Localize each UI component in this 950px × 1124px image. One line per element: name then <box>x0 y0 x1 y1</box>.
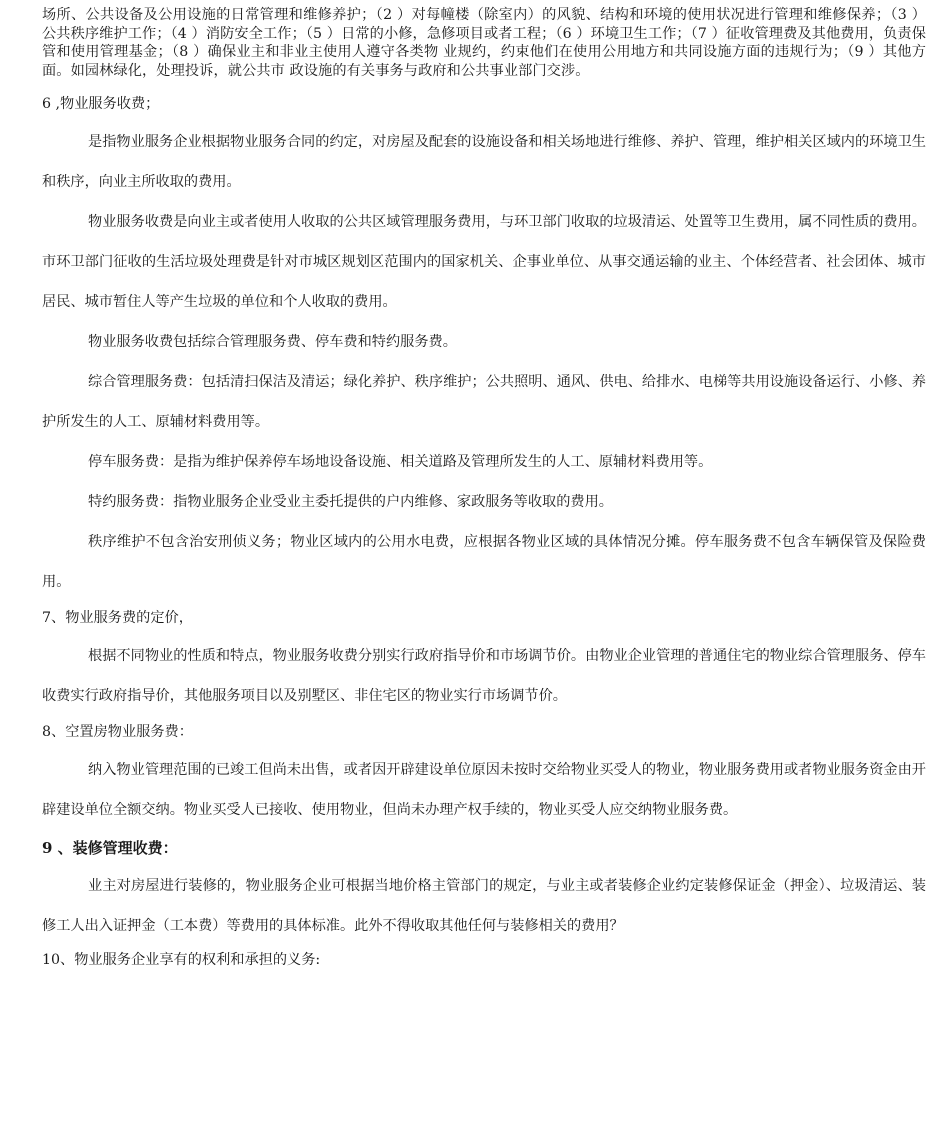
section-6-heading: 6 ,物业服务收费； <box>42 96 160 112</box>
section-6-paragraph-6: 特约服务费：指物业服务企业受业主委托提供的户内维修、家政服务等收取的费用。 <box>88 494 613 510</box>
section-8-paragraph-1: 纳入物业管理范围的已竣工但尚未出售，或者因开辟建设单位原因未按时交给物业买受人的物业，物业服务费用或者物业服务资金由开辟建设单位全额交纳。物业买受人已接收、使用物业，但尚未办理产权手续的，物业买受人应交纳物业服务费。 <box>42 762 926 818</box>
section-6-paragraph-7: 秩序维护不包含治安刑侦义务；物业区域内的公用水电费，应根据各物业区域的具体情况分摊。停车服务费不包含车辆保管及保险费用。 <box>42 534 926 590</box>
section-6-paragraph-1: 是指物业服务企业根据物业服务合同的约定，对房屋及配套的设施设备和相关场地进行维修、养护、管理，维护相关区域内的环境卫生和秩序，向业主所收取的费用。 <box>42 134 926 190</box>
section-6-paragraph-5: 停车服务费：是指为维护保养停车场地设备设施、相关道路及管理所发生的人工、原辅材料费用等。 <box>88 454 713 470</box>
section-8-heading: 8、空置房物业服务费： <box>42 724 193 740</box>
section-9-paragraph-1: 业主对房屋进行装修的，物业服务企业可根据当地价格主管部门的规定，与业主或者装修企业约定装修保证金（押金）、垃圾清运、装修工人出入证押金（工本费）等费用的具体标准。此外不得收取其他任何与装修相关的费用？ <box>42 878 926 934</box>
intro-paragraph: 场所、公共设备及公用设施的日常管理和维修养护；（2 ）对每幢楼（除室内）的风貌、结构和环境的使用状况进行管理和维修保养；（3 ）公共秩序维护工作；（4 ）消防安全工作；（5 ）日常的小修，急修项目或者工程；（6 ）环境卫生工作；（7 ）征收管理费及其他费用，负责保管和使用管理基金；（8 ）确保业主和非业主使用人遵守各类物 业规约，约束他们在使用公用地方和共同设施方面的违规行为；（9 ）其他方面。如园林绿化，处理投诉，就公共市 政设施的有关事务与政府和公共事业部门交涉。 <box>42 7 926 79</box>
document-page <box>42 6 926 970</box>
section-6-paragraph-2: 物业服务收费是向业主或者使用人收取的公共区域管理服务费用，与环卫部门收取的垃圾清运、处置等卫生费用，属不同性质的费用。市环卫部门征收的生活垃圾处理费是针对市城区规划区范围内的国家机关、企事业单位、从事交通运输的业主、个体经营者、社会团体、城市居民、城市暂住人等产生垃圾的单位和个人收取的费用。 <box>42 214 926 310</box>
section-10-heading: 10、物业服务企业享有的权利和承担的义务: <box>42 952 321 968</box>
section-9-heading: 9 、装修管理收费： <box>42 839 178 857</box>
section-6-paragraph-4: 综合管理服务费：包括清扫保洁及清运；绿化养护、秩序维护；公共照明、通风、供电、给排水、电梯等共用设施设备运行、小修、养护所发生的人工、原辅材料费用等。 <box>42 374 926 430</box>
section-7-paragraph-1: 根据不同物业的性质和特点，物业服务收费分别实行政府指导价和市场调节价。由物业企业管理的普通住宅的物业综合管理服务、停车收费实行政府指导价，其他服务项目以及别墅区、非住宅区的物业实行市场调节价。 <box>42 648 926 704</box>
section-6-paragraph-3: 物业服务收费包括综合管理服务费、停车费和特约服务费。 <box>88 334 457 350</box>
section-7-heading: 7、物业服务费的定价， <box>42 610 193 626</box>
